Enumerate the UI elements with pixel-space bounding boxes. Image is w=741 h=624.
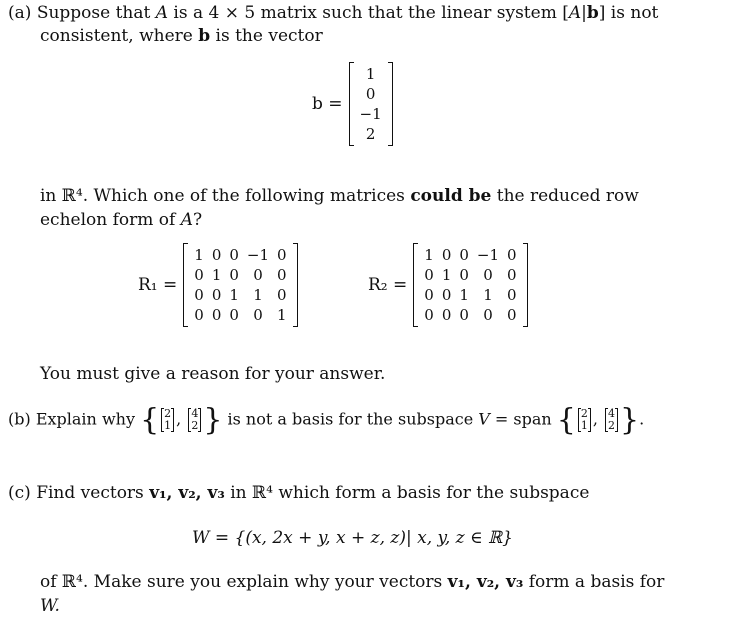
matrix-entry: 0: [459, 306, 469, 324]
vector-b-entry: 1: [365, 65, 376, 83]
matrix-entry: 0: [441, 246, 452, 264]
matrix-entry: 0: [424, 286, 434, 304]
vector-entry: 1: [164, 419, 172, 432]
matrix-r1-table: [190, 245, 290, 325]
vector-entry: 4: [191, 407, 199, 420]
matrix-entry: 0: [253, 306, 263, 324]
matrix-entry: 0: [229, 246, 239, 264]
matrix-r1-brackets: [183, 243, 297, 327]
part-b-line: (b) Explain why { 2 1 , 4 2 } is not a basis for the subspace V = span { 2 1 , 4 2 }.: [8, 402, 645, 438]
matrix-entry: 1: [277, 306, 287, 324]
vector-entry: 1: [580, 419, 588, 432]
matrix-entry: 0: [229, 266, 239, 284]
vector-b-table: [356, 64, 386, 144]
matrix-entry: 0: [277, 246, 287, 264]
vector-b-entry: 0: [365, 85, 376, 103]
part-a-reason: You must give a reason for your answer.: [40, 364, 386, 384]
vector-b-brackets: [349, 62, 393, 146]
part-a-line-2: consistent, where b is the vector: [40, 26, 323, 46]
vector-entry: 2: [191, 419, 199, 432]
matrix-r2-table: [420, 245, 520, 325]
matrix-entry: 0: [424, 266, 434, 284]
matrix-r1: [138, 243, 298, 327]
matrix-entry: −1: [246, 246, 270, 264]
part-c-line-4: W.: [40, 596, 60, 616]
matrix-entry: 0: [507, 266, 517, 284]
matrix-entry: 0: [211, 286, 222, 304]
matrix-entry: 0: [194, 306, 204, 324]
matrix-entry: 1: [211, 266, 222, 284]
matrix-entry: 0: [277, 266, 287, 284]
vector-b-entry: 2: [365, 125, 376, 143]
span-vector-1: [578, 408, 591, 432]
vector-entry: 2: [580, 407, 588, 420]
span-vector-2: [605, 408, 618, 432]
matrix-entry: 0: [507, 246, 517, 264]
part-a-line-1: (a) Suppose that A is a 4 × 5 matrix such that the linear system [A|b] is not: [8, 3, 659, 23]
vector-entry: 2: [164, 407, 172, 420]
matrix-entry: 0: [483, 306, 493, 324]
vector-entry: 4: [608, 407, 616, 420]
matrix-r2-label: R₂ =: [368, 275, 408, 295]
matrix-entry: 1: [424, 246, 434, 264]
matrix-entry: 1: [459, 286, 469, 304]
set-vector-1: [161, 408, 174, 432]
matrix-entry: 1: [441, 266, 452, 284]
matrix-entry: 1: [483, 286, 493, 304]
matrix-entry: 0: [277, 286, 287, 304]
matrix-entry: 0: [424, 306, 434, 324]
part-c-line-1: (c) Find vectors v₁, v₂, v₃ in ℝ⁴ which form a basis for the subspace: [8, 483, 590, 503]
matrix-entry: 0: [194, 266, 204, 284]
matrix-entry: 0: [253, 266, 263, 284]
matrix-r2: [368, 243, 528, 327]
part-a-line-3: in ℝ⁴. Which one of the following matrices could be the reduced row: [40, 186, 639, 206]
set-vector-2: [188, 408, 201, 432]
matrix-r2-brackets: [413, 243, 527, 327]
vector-b-entry: −1: [359, 105, 382, 123]
matrix-entry: 0: [507, 306, 517, 324]
part-c-label: (c): [8, 483, 31, 503]
subspace-w-definition: W = {(x, 2x + y, x + z, z)| x, y, z ∈ ℝ}: [192, 528, 513, 548]
matrix-entry: 0: [194, 286, 204, 304]
matrix-entry: 0: [211, 246, 222, 264]
matrix-entry: 0: [211, 306, 222, 324]
part-b-label: (b): [8, 409, 31, 429]
matrix-entry: 1: [229, 286, 239, 304]
part-a-line-4: echelon form of A?: [40, 210, 203, 230]
matrix-entry: 0: [507, 286, 517, 304]
matrix-entry: 0: [483, 266, 493, 284]
part-a-label: (a): [8, 3, 32, 23]
matrix-entry: 1: [253, 286, 263, 304]
matrix-entry: 0: [459, 246, 469, 264]
matrix-entry: 0: [441, 286, 452, 304]
matrix-entry: 0: [229, 306, 239, 324]
matrix-entry: 0: [459, 266, 469, 284]
matrix-entry: −1: [476, 246, 500, 264]
vector-b: [312, 62, 393, 146]
vector-entry: 2: [608, 419, 616, 432]
matrix-r1-label: R₁ =: [138, 275, 178, 295]
part-c-line-3: of ℝ⁴. Make sure you explain why your vectors v₁, v₂, v₃ form a basis for: [40, 572, 665, 592]
vector-b-label: b =: [312, 94, 343, 114]
matrix-entry: 1: [194, 246, 204, 264]
matrix-entry: 0: [441, 306, 452, 324]
